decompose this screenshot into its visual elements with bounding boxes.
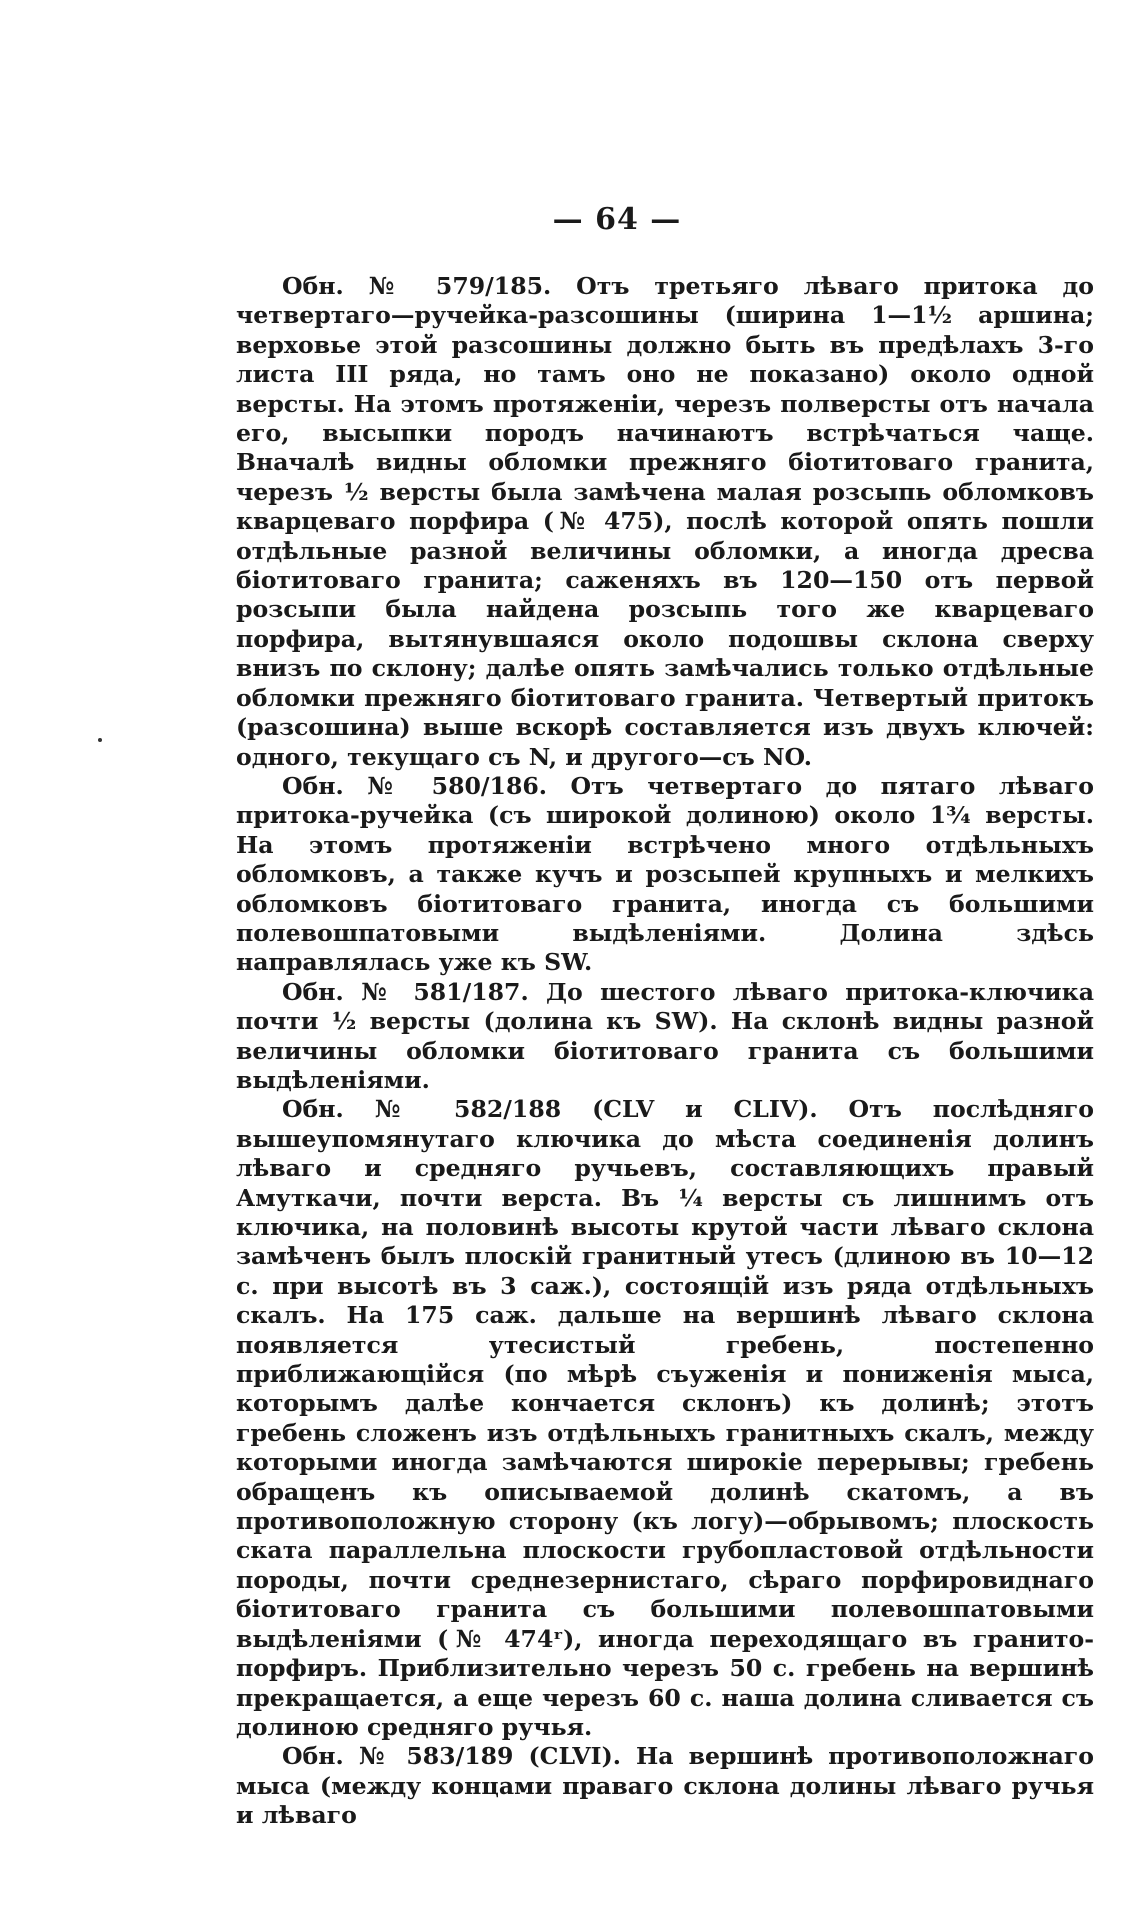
body-text — [236, 272, 1094, 1831]
paragraph-obn-582: Обн. № 582/188 (CLV и CLIV). Отъ послѣдняго вышеупомянутаго ключика до мѣста соединенія долинъ лѣваго и средняго ручьевъ, составляющихъ правый Амуткачи, почти верста. Въ ¼ версты съ лишнимъ отъ ключика, на половинѣ высоты крутой части лѣваго склона замѣченъ былъ плоскій гранитный утесъ (длиною въ 10—12 с. при высотѣ въ 3 саж.), состоящій изъ ряда отдѣльныхъ скалъ. На 175 саж. дальше на вершинѣ лѣваго склона появляется утесистый гребень, постепенно приближающійся (по мѣрѣ съуженія и пониженія мыса, которымъ далѣе кончается склонъ) къ долинѣ; этотъ гребень сложенъ изъ отдѣльныхъ гранитныхъ скалъ, между которыми иногда замѣчаются широкіе перерывы; гребень обращенъ къ описываемой долинѣ скатомъ, а въ противоположную сторону (къ логу)—обрывомъ; плоскость ската параллельна плоскости грубопластовой отдѣльности породы, почти среднезернистаго, сѣраго порфировиднаго біотитоваго гранита съ большими полевошпатовыми выдѣленіями (№ 474ʳ), иногда переходящаго въ гранито-порфиръ. Приблизительно черезъ 50 с. гребень на вершинѣ прекращается, а еще черезъ 60 с. наша долина сливается съ долиною средняго ручья. — [236, 1095, 1094, 1741]
paragraph-obn-583: Обн. № 583/189 (CLVI). На вершинѣ противоположнаго мыса (между концами праваго склона долины лѣваго ручья и лѣваго — [236, 1742, 1094, 1830]
page-number: — 64 — — [552, 202, 682, 237]
paragraph-obn-580: Обн. № 580/186. Отъ четвертаго до пятаго лѣваго притока-ручейка (съ широкой долиною) около 1¾ версты. На этомъ протяженіи встрѣчено много отдѣльныхъ обломковъ, а также кучъ и розсыпей крупныхъ и мелкихъ обломковъ біотитоваго гранита, иногда съ большими полевошпатовыми выдѣленіями. Долина здѣсь направлялась уже къ SW. — [236, 771, 1094, 977]
paragraph-obn-579: Обн. № 579/185. Отъ третьяго лѣваго притока до четвертаго—ручейка-разсошины (ширина 1—1½ аршина; верховье этой разсошины должно быть въ предѣлахъ 3-го листа III ряда, но тамъ оно не показано) около одной версты. На этомъ протяженіи, черезъ полверсты отъ начала его, высыпки породъ начинаютъ встрѣчаться чаще. Вначалѣ видны обломки прежняго біотитоваго гранита, черезъ ½ версты была замѣчена малая розсыпь обломковъ кварцеваго порфира (№ 475), послѣ которой опять пошли отдѣльные разной величины обломки, а иногда дресва біотитоваго гранита; саженяхъ въ 120—150 отъ первой розсыпи была найдена розсыпь того же кварцеваго порфира, вытянувшаяся около подошвы склона сверху внизъ по склону; далѣе опять замѣчались только отдѣльные обломки прежняго біотитоваго гранита. Четвертый притокъ (разсошина) выше вскорѣ составляется изъ двухъ ключей: одного, текущаго съ N, и другого—съ NO. — [236, 272, 1094, 771]
margin-speck — [98, 738, 102, 742]
paragraph-obn-581: Обн. № 581/187. До шестого лѣваго притока-ключика почти ½ версты (долина къ SW). На склонѣ видны разной величины обломки біотитоваго гранита съ большими выдѣленіями. — [236, 977, 1094, 1094]
